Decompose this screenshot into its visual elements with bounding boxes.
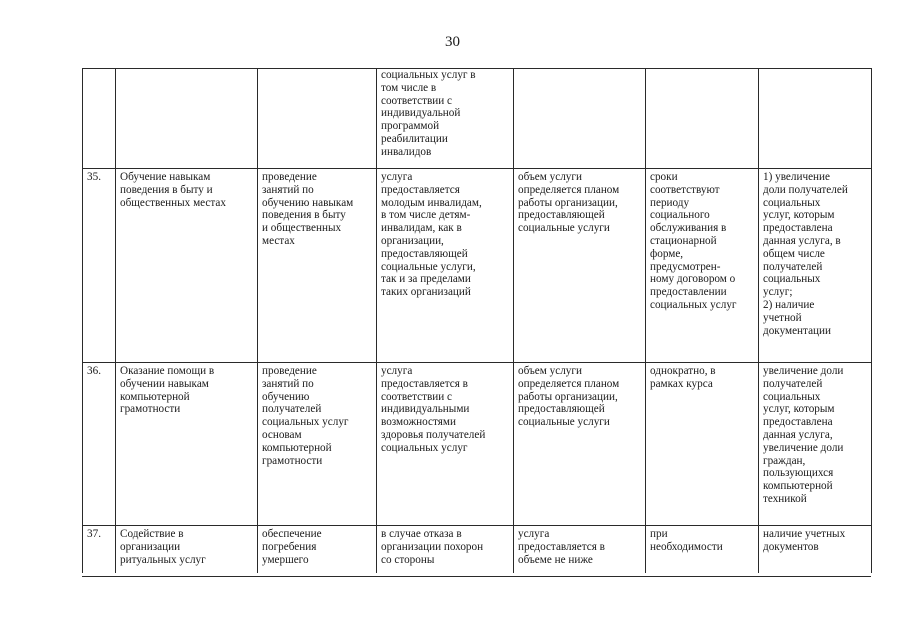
service-quality-cell: 1) увеличение доли получателей социальных услуг, которым предоставлена данная услуга, в общем числе получателей социальных услуг; 2) наличие учетной документации xyxy=(759,169,872,363)
table-row xyxy=(83,69,872,169)
service-conditions-cell: услуга предоставляется молодым инвалидам, в том числе детям- инвалидам, как в организации, предоставляющей социальные услуги, так и за пределами таких организаций xyxy=(377,169,514,363)
service-name-cell: Оказание помощи в обучении навыкам компьютерной грамотности xyxy=(116,363,258,526)
service-content-cell: обеспечение погребения умершего xyxy=(258,526,377,574)
service-name-cell xyxy=(116,69,258,169)
service-conditions-cell: услуга предоставляется в соответствии с индивидуальными возможностями здоровья получателей социальных услуг xyxy=(377,363,514,526)
page-number: 30 xyxy=(445,34,460,50)
table-row xyxy=(83,363,872,526)
service-content-cell xyxy=(258,69,377,169)
service-name-cell: Содействие в организации ритуальных услуг xyxy=(116,526,258,574)
row-number-cell: 35. xyxy=(83,169,116,363)
service-quality-cell: наличие учетных документов xyxy=(759,526,872,574)
row-number-cell xyxy=(83,69,116,169)
service-volume-cell: объем услуги определяется планом работы организации, предоставляющей социальные услуги xyxy=(514,363,646,526)
services-table xyxy=(82,68,872,573)
service-terms-cell: при необходимости xyxy=(646,526,759,574)
service-quality-cell: увеличение доли получателей социальных услуг, которым предоставлена данная услуга, увеличение доли граждан, пользующихся компьютерной техникой xyxy=(759,363,872,526)
table-row xyxy=(83,169,872,363)
service-quality-cell xyxy=(759,69,872,169)
service-terms-cell: однократно, в рамках курса xyxy=(646,363,759,526)
row-number-cell: 37. xyxy=(83,526,116,574)
service-terms-cell xyxy=(646,69,759,169)
service-volume-cell: услуга предоставляется в объеме не ниже xyxy=(514,526,646,574)
service-content-cell: проведение занятий по обучению навыкам поведения в быту и общественных местах xyxy=(258,169,377,363)
service-volume-cell xyxy=(514,69,646,169)
service-volume-cell: объем услуги определяется планом работы организации, предоставляющей социальные услуги xyxy=(514,169,646,363)
table-row xyxy=(83,526,872,574)
service-content-cell: проведение занятий по обучению получателей социальных услуг основам компьютерной грамотности xyxy=(258,363,377,526)
service-conditions-cell: социальных услуг в том числе в соответствии с индивидуальной программой реабилитации инвалидов xyxy=(377,69,514,169)
row-number-cell: 36. xyxy=(83,363,116,526)
service-terms-cell: сроки соответствуют периоду социального обслуживания в стационарной форме, предусмотрен- ному договором о предоставлении социальных услуг xyxy=(646,169,759,363)
table-bottom-border xyxy=(82,576,871,577)
service-name-cell: Обучение навыкам поведения в быту и общественных местах xyxy=(116,169,258,363)
service-conditions-cell: в случае отказа в организации похорон со стороны xyxy=(377,526,514,574)
